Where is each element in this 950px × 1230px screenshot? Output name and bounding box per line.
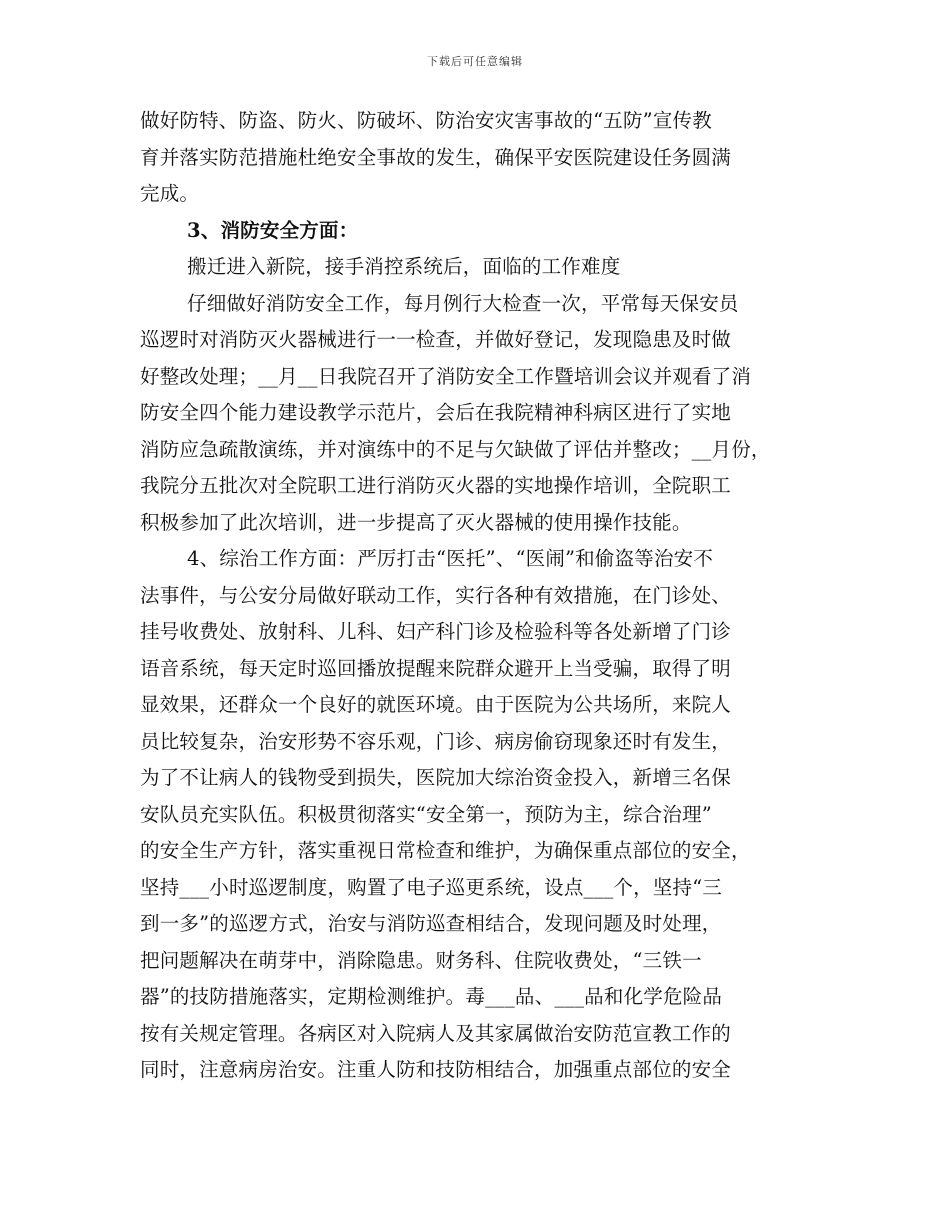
paragraph-line: 按有关规定管理。各病区对入院病人及其家属做治安防范宣教工作的 <box>140 1021 732 1045</box>
paragraph-line: 员比较复杂，治安形势不容乐观，门诊、病房偷窃现象还时有发生， <box>140 729 732 753</box>
paragraph-line: 到一多”的巡逻方式，治安与消防巡查相结合，发现问题及时处理， <box>140 912 722 935</box>
paragraph-line: 我院分五批次对全院职工进行消防灭火器的实地操作培训，全院职工 <box>140 474 732 497</box>
paragraph-line: 语音系统，每天定时巡回播放提醒来院群众避开上当受骗，取得了明 <box>140 656 732 680</box>
paragraph-line: 器”的技防措施落实，定期检测维护。毒___品、___品和化学危险品 <box>140 985 723 1008</box>
paragraph-line: 安队员充实队伍。积极贯彻落实“安全第一，预防为主，综合治理” <box>140 802 712 826</box>
paragraph-line: 搬迁进入新院，接手消控系统后，面临的工作难度 <box>187 255 621 278</box>
paragraph-line: 为了不让病人的钱物受到损失，医院加大综治资金投入，新增三名保 <box>140 766 732 789</box>
paragraph-line: 法事件，与公安分局做好联动工作，实行各种有效措施，在门诊处、 <box>140 583 732 607</box>
paragraph-line: 好整改处理；__月__日我院召开了消防安全工作暨培训会议并观看了消 <box>140 364 752 388</box>
paragraph-line: 显效果，还群众一个良好的就医环境。由于医院为公共场所，来院人 <box>140 693 732 716</box>
paragraph-line: 做好防特、防盗、防火、防破坏、防治安灾害事故的“五防”宣传教 <box>140 109 712 132</box>
paragraph-line: 完成。 <box>140 182 200 205</box>
paragraph-line: 挂号收费处、放射科、儿科、妇产科门诊及检验科等各处新增了门诊 <box>140 620 732 643</box>
paragraph-line: 积极参加了此次培训，进一步提高了灭火器械的使用操作技能。 <box>140 510 692 534</box>
paragraph-line: 消防应急疏散演练，并对演练中的不足与欠缺做了评估并整改；__月份， <box>140 437 771 461</box>
document-body <box>140 103 820 1089</box>
paragraph-line: 把问题解决在萌芽中，消除隐患。财务科、住院收费处，“三铁一 <box>140 948 702 972</box>
paragraph-line: 的安全生产方针，落实重视日常检查和维护，为确保重点部位的安全， <box>140 839 751 862</box>
section-heading: 3、消防安全方面： <box>187 218 359 242</box>
paragraph-line: 育并落实防范措施杜绝安全事故的发生，确保平安医院建设任务圆满 <box>140 145 732 169</box>
paragraph-line: 防安全四个能力建设教学示范片，会后在我院精神科病区进行了实地 <box>140 401 732 424</box>
paragraph-line: 同时，注意病房治安。注重人防和技防相结合，加强重点部位的安全 <box>140 1058 732 1081</box>
paragraph-line: 巡逻时对消防灭火器械进行一一检查，并做好登记，发现隐患及时做 <box>140 328 732 351</box>
paragraph-line: 4、综治工作方面：严厉打击“医托”、“医闹”和偷盗等治安不 <box>187 547 714 570</box>
page-header: 下载后可任意编辑 <box>427 55 523 68</box>
paragraph-line: 坚持___小时巡逻制度，购置了电子巡更系统，设点___个，坚持“三 <box>140 875 723 899</box>
paragraph-line: 仔细做好消防安全工作，每月例行大检查一次，平常每天保安员 <box>187 291 739 315</box>
